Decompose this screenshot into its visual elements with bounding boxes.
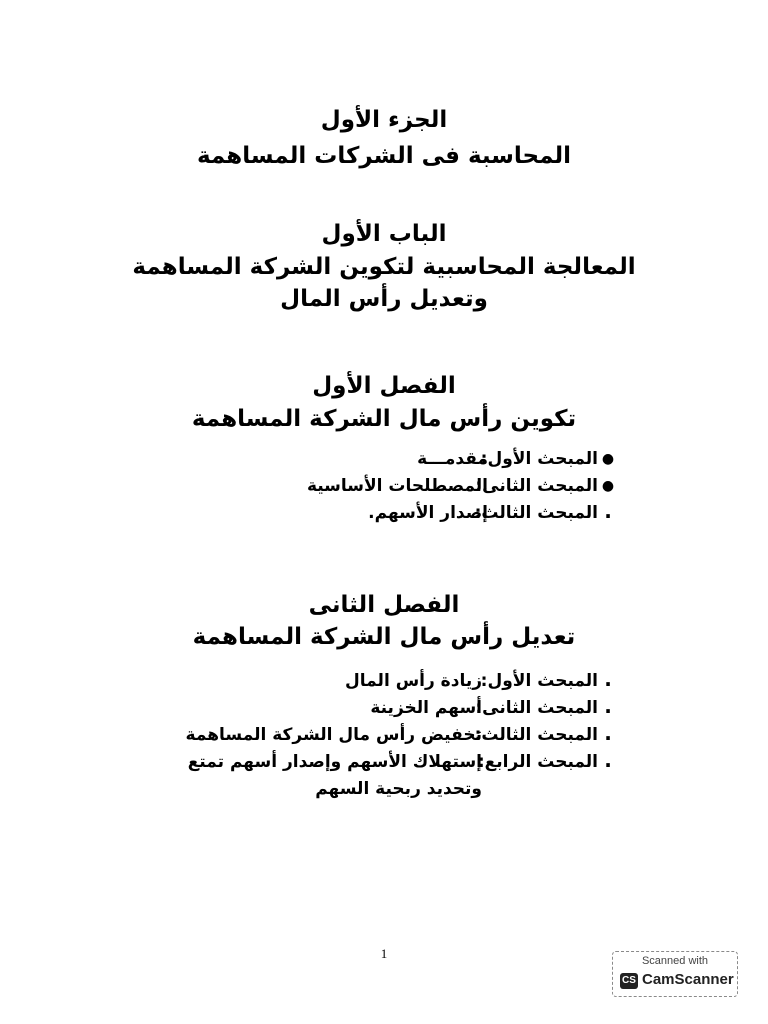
section-title: الباب الأول xyxy=(321,221,447,247)
chapter2-subtitle: تعديل رأس مال الشركة المساهمة xyxy=(192,624,576,650)
topic-label: المبحث الثالث: xyxy=(474,725,598,745)
list-item xyxy=(307,473,618,500)
topic-label: المبحث الثالث: xyxy=(474,503,598,523)
topic-text: زيادة رأس المال xyxy=(345,671,482,691)
chapter1-subtitle: تكوين رأس مال الشركة المساهمة xyxy=(191,406,577,432)
list-item xyxy=(182,668,618,695)
bullet-icon: . xyxy=(604,667,612,691)
list-item xyxy=(182,749,618,803)
topic-label: المبحث الأول: xyxy=(480,671,598,691)
bullet-icon: . xyxy=(604,499,612,523)
section-subtitle-line1: المعالجة المحاسبية لتكوين الشركة المساهمة xyxy=(132,254,636,280)
topic-label: المبحث الثانى: xyxy=(475,698,598,718)
badge-brand-name: CamScanner xyxy=(642,971,734,988)
topic-text: أسهم الخزينة xyxy=(370,698,482,718)
topic-label: المبحث الثانى: xyxy=(475,476,598,496)
badge-caption: Scanned with xyxy=(641,955,709,967)
bullet-icon: ● xyxy=(601,478,615,494)
camscanner-logo-icon: CS xyxy=(620,973,638,989)
list-item xyxy=(182,722,618,749)
topic-text: المصطلحات الأساسية xyxy=(306,476,488,496)
topic-text: إصدار الأسهم. xyxy=(368,503,488,523)
bullet-icon: . xyxy=(604,694,612,718)
list-item xyxy=(307,446,618,473)
part-title: الجزء الأول xyxy=(320,107,448,133)
section-subtitle-line2: وتعديل رأس المال xyxy=(280,286,488,312)
chapter1-topic-list xyxy=(307,446,618,527)
part-subtitle: المحاسبة فى الشركات المساهمة xyxy=(196,143,572,169)
topic-text: تخفيض رأس مال الشركة المساهمة xyxy=(185,725,482,745)
camscanner-badge xyxy=(612,951,738,997)
page-number: 1 xyxy=(380,946,388,961)
chapter1-title: الفصل الأول xyxy=(312,373,456,399)
topic-label: المبحث الأول: xyxy=(480,449,598,469)
list-item xyxy=(182,695,618,722)
topic-text: إستهلاك الأسهم وإصدار أسهم تمتع وتحديد ربحية السهم xyxy=(187,752,482,799)
chapter2-title: الفصل الثانى xyxy=(308,592,460,618)
bullet-icon: ● xyxy=(601,451,615,467)
bullet-icon: . xyxy=(604,748,612,772)
bullet-icon: . xyxy=(604,721,612,745)
list-item xyxy=(307,500,618,527)
topic-label: المبحث الرابع: xyxy=(477,752,598,772)
chapter2-topic-list xyxy=(182,668,618,803)
topic-text: مقدمـــة xyxy=(417,449,488,469)
